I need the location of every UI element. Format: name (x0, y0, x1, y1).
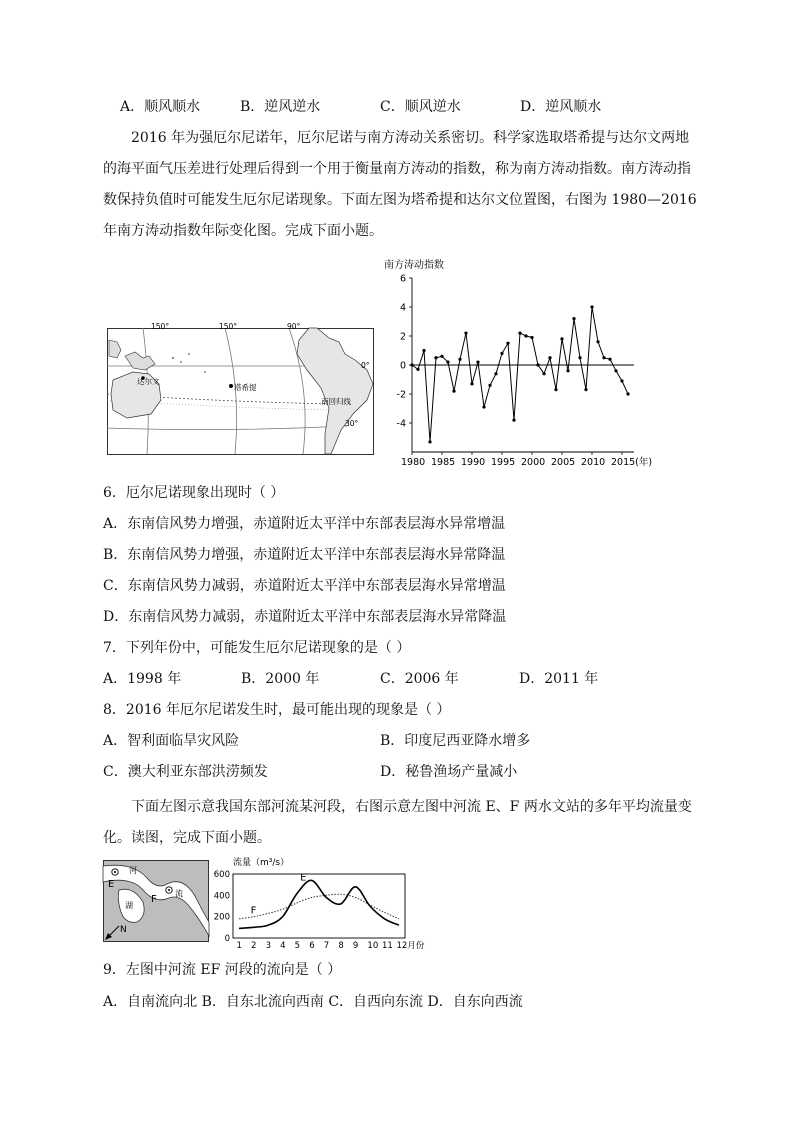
soi-x-tick-label: 1995 (491, 457, 516, 468)
soi-data-point (548, 356, 551, 359)
river-flow-chart (205, 856, 425, 956)
q7-option-b: B．2000 年 (241, 671, 320, 687)
soi-data-point (428, 440, 431, 443)
soi-data-point (560, 337, 563, 340)
q8-option-b: B．印度尼西亚降水增多 (380, 733, 531, 749)
q8-options-row-2 (103, 762, 703, 782)
soi-x-tick-label: 1990 (461, 457, 486, 468)
soi-data-point (416, 368, 419, 371)
soi-y-tick-label: 0 (399, 360, 406, 372)
q9-stem: 9．左图中河流 EF 河段的流向是（ ） (103, 962, 342, 978)
flow-x-tick-label: 3 (265, 941, 272, 951)
q9-option-c: C．自西向东流 (328, 994, 424, 1010)
soi-data-point (458, 358, 461, 361)
map2-label-hu: 湖 (125, 901, 133, 910)
q6-stem: 6．厄尔尼诺现象出现时（ ） (103, 485, 285, 501)
flow-series-e-line (239, 880, 399, 928)
soi-x-tick-label: 1980 (401, 457, 426, 468)
map2-label-he: 河 (129, 866, 137, 875)
q6-option-b: B．东南信风势力增强，赤道附近太平洋中东部表层海水异常降温 (103, 547, 506, 563)
flow-series-f-label: F (250, 905, 257, 917)
q9-option-b: B．自东北流向西南 (201, 994, 324, 1010)
map2-label-e: E (108, 879, 115, 890)
soi-data-point (464, 332, 467, 335)
map1-lon-label-3: 90° (287, 322, 301, 331)
soi-data-point (620, 379, 623, 382)
soi-data-point (590, 305, 593, 308)
q8-option-a: A．智利面临旱灾风险 (103, 733, 240, 749)
soi-x-tick-label: 1985 (431, 457, 456, 468)
soi-data-point (488, 384, 491, 387)
soi-data-point (614, 369, 617, 372)
soi-data-point (506, 342, 509, 345)
flow-y-tick-label: 0 (224, 934, 230, 944)
passage1-line-2: 的海平面气压差进行处理后得到一个用于衡量南方涛动的指数，称为南方涛动指数。南方涛动指 (103, 161, 691, 177)
flow-x-tick-label: 10 (367, 941, 379, 951)
map1-lon-label-1: 150° (151, 322, 170, 331)
q6-option-c: C．东南信风势力减弱，赤道附近太平洋中东部表层海水异常增温 (103, 578, 506, 594)
flow-chart-title: 流量（m³/s） (233, 858, 290, 868)
q8-option-c: C．澳大利亚东部洪涝频发 (103, 764, 268, 780)
q6-option-d: D．东南信风势力减弱，赤道附近太平洋中东部表层海水异常降温 (103, 609, 507, 625)
map1-place-tropic: 南回归线 (321, 397, 351, 406)
passage1-line-4: 年南方涛动指数年际变化图。完成下面小题。 (103, 223, 383, 239)
soi-data-point (596, 340, 599, 343)
soi-data-point (536, 363, 539, 366)
q5-option-d: D．逆风顺水 (520, 99, 602, 115)
passage1-line-3: 数保持负值时可能发生厄尔尼诺现象。下面左图为塔希提和达尔文位置图，右图为 1980—2016 (103, 192, 697, 208)
map2-north-label: N (120, 925, 127, 935)
flow-x-tick-label: 2 (251, 941, 257, 951)
q5-option-a: A．顺风顺水 (120, 99, 201, 115)
q8-option-d: D．秘鲁渔场产量减小 (380, 764, 518, 780)
soi-data-point (524, 334, 527, 337)
flow-x-tick-label: 6 (309, 941, 315, 951)
soi-x-tick-label: 2005 (551, 457, 576, 468)
map1-lat-label-0: 0° (361, 361, 370, 370)
soi-data-point (626, 392, 629, 395)
soi-data-point (512, 419, 515, 422)
q7-option-d: D．2011 年 (519, 671, 599, 687)
flow-x-tick-label: 9 (352, 941, 359, 951)
soi-data-point (518, 332, 521, 335)
soi-x-tick-label: 2000 (521, 457, 546, 468)
soi-data-point (542, 372, 545, 375)
soi-data-point (578, 356, 581, 359)
flow-plot-frame (233, 874, 405, 938)
soi-data-point (608, 358, 611, 361)
q8-options-row-1 (103, 731, 703, 751)
soi-y-tick-label: -2 (396, 389, 406, 401)
soi-x-tick-label: 2010 (581, 457, 606, 468)
soi-series-line (412, 307, 628, 442)
soi-line-chart (372, 256, 662, 468)
flow-y-tick-label: 200 (213, 912, 230, 923)
q5-option-c: C．顺风逆水 (380, 99, 461, 115)
soi-data-point (566, 369, 569, 372)
flow-y-tick-label: 400 (213, 891, 230, 902)
soi-data-point (440, 355, 443, 358)
flow-x-tick-label: 7 (323, 941, 330, 951)
map2-label-liu: 流 (175, 889, 183, 898)
q5-option-b: B．逆风逆水 (240, 99, 321, 115)
q7-stem: 7．下列年份中，可能发生厄尔尼诺现象的是（ ） (103, 640, 411, 656)
soi-data-point (422, 349, 425, 352)
soi-data-point (554, 388, 557, 391)
q7-option-c: C．2006 年 (380, 671, 459, 687)
q9-option-a: A．自南流向北 (103, 994, 198, 1010)
q5-options (120, 97, 720, 117)
q9-option-d: D．自东向西流 (427, 994, 523, 1010)
flow-x-tick-label: 5 (294, 941, 301, 951)
soi-x-tick-label: 2015(年) (611, 457, 653, 468)
soi-data-point (410, 363, 413, 366)
passage2-line-1: 下面左图示意我国东部河流某河段，右图示意左图中河流 E、F 两水文站的多年平均流量变 (131, 799, 692, 815)
soi-data-point (434, 356, 437, 359)
passage2-line-2: 化。读图，完成下面小题。 (103, 830, 271, 846)
flow-x-tick-label: 1 (236, 941, 242, 951)
map1-lat-label-30: 30° (345, 419, 359, 428)
soi-data-point (494, 372, 497, 375)
q7-options (103, 669, 703, 689)
soi-data-point (530, 336, 533, 339)
soi-data-point (482, 405, 485, 408)
soi-data-point (446, 361, 449, 364)
soi-y-tick-label: 2 (399, 331, 406, 343)
soi-y-tick-label: 4 (399, 302, 406, 314)
map2-label-f: F (151, 894, 157, 905)
soi-data-point (602, 356, 605, 359)
soi-data-point (572, 317, 575, 320)
flow-y-tick-label: 600 (213, 870, 230, 880)
q6-option-a: A．东南信风势力增强，赤道附近太平洋中东部表层海水异常增温 (103, 516, 506, 532)
map1-place-tahiti: 塔希提 (234, 383, 257, 392)
flow-series-e-label: E (300, 872, 307, 884)
soi-data-point (476, 361, 479, 364)
tahiti-darwin-map (107, 320, 375, 456)
soi-data-point (584, 388, 587, 391)
q7-option-a: A．1998 年 (103, 671, 182, 687)
passage1-line-1: 2016 年为强厄尔尼诺年，厄尔尼诺与南方涛动关系密切。科学家选取塔希提与达尔文两地 (131, 130, 690, 146)
river-section-map (103, 860, 209, 942)
flow-x-tick-label: 12月份 (396, 941, 425, 951)
soi-y-tick-label: -4 (396, 418, 406, 430)
soi-data-point (452, 390, 455, 393)
soi-data-point (500, 352, 503, 355)
soi-y-tick-label: 6 (399, 273, 406, 285)
q8-stem: 8．2016 年厄尔尼诺发生时，最可能出现的现象是（ ） (103, 702, 451, 718)
map1-place-darwin: 达尔文 (137, 377, 160, 386)
flow-series-f-line (239, 894, 399, 919)
soi-data-point (470, 382, 473, 385)
flow-x-tick-label: 11 (381, 941, 393, 951)
q9-options (103, 992, 523, 1012)
flow-x-tick-label: 8 (338, 941, 344, 951)
map1-lon-label-2: 150° (219, 322, 238, 331)
soi-chart-title: 南方涛动指数 (384, 260, 444, 271)
flow-x-tick-label: 4 (280, 941, 286, 951)
